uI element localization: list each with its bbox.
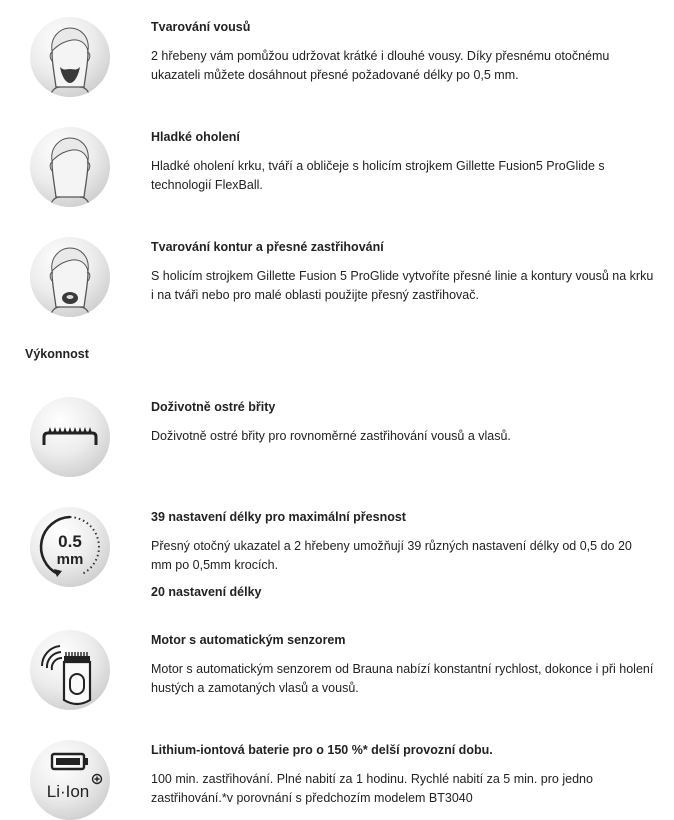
feature-description: Motor s automatickým senzorem od Brauna nabízí konstantní rychlost, dokonce i při holení hustých a zamotaných vlasů a vousů. (151, 662, 654, 695)
feature-text (151, 742, 656, 808)
length-unit-text: mm (56, 551, 84, 568)
feature-title: Motor s automatickým senzorem (151, 633, 346, 647)
feature-text (151, 19, 656, 85)
feature-description: 100 min. zastřihování. Plné nabití za 1 hodinu. Rychlé nabití za 5 min. pro jedno zastřihování.*v porovnání s předchozím modelem BT3040 (151, 772, 593, 805)
feature-title: 39 nastavení délky pro maximální přesnost (151, 510, 406, 524)
feature-description: Přesný otočný ukazatel a 2 hřebeny umožňují 39 různých nastavení délky od 0,5 do 20 mm po 0,5mm krocích. (151, 539, 632, 572)
section-heading-performance: Výkonnost (25, 347, 89, 361)
feature-text (151, 239, 656, 305)
beard-head-icon (30, 17, 110, 97)
motor-sensor-icon (30, 630, 110, 710)
feature-description: Doživotně ostré břity pro rovnoměrné zastřihování vousů a vlasů. (151, 429, 511, 443)
feature-title: Lithium-iontová baterie pro o 150 %* delší provozní dobu. (151, 743, 493, 757)
feature-title: Tvarování kontur a přesné zastřihování (151, 240, 384, 254)
clean-head-icon (30, 127, 110, 207)
feature-extra: 20 nastavení délky (151, 585, 262, 599)
feature-title: Tvarování vousů (151, 20, 251, 34)
feature-title: Doživotně ostré břity (151, 400, 276, 414)
feature-text (151, 509, 656, 600)
feature-text (151, 129, 656, 195)
liion-label-text: Li·Ion (46, 782, 90, 801)
length-setting-icon (30, 507, 110, 587)
feature-text (151, 632, 656, 698)
feature-title: Hladké oholení (151, 130, 240, 144)
blade-icon (30, 397, 110, 477)
feature-description: S holicím strojkem Gillette Fusion 5 ProGlide vytvoříte přesné linie a kontury vousů na krku i na tváři nebo pro malé oblasti použijte přesný zastřihovač. (151, 269, 654, 302)
feature-text (151, 399, 656, 446)
feature-description: 2 hřebeny vám pomůžou udržovat krátké i dlouhé vousy. Díky přesnému otočnému ukazateli můžete dosáhnout přesné požadované délky po 0,5 mm. (151, 49, 610, 82)
length-value-text: 0.5 (58, 532, 82, 551)
feature-description: Hladké oholení krku, tváří a obličeje s holicím strojkem Gillette Fusion5 ProGlide s technologií FlexBall. (151, 159, 605, 192)
battery-liion-icon (30, 740, 110, 820)
goatee-head-icon (30, 237, 110, 317)
